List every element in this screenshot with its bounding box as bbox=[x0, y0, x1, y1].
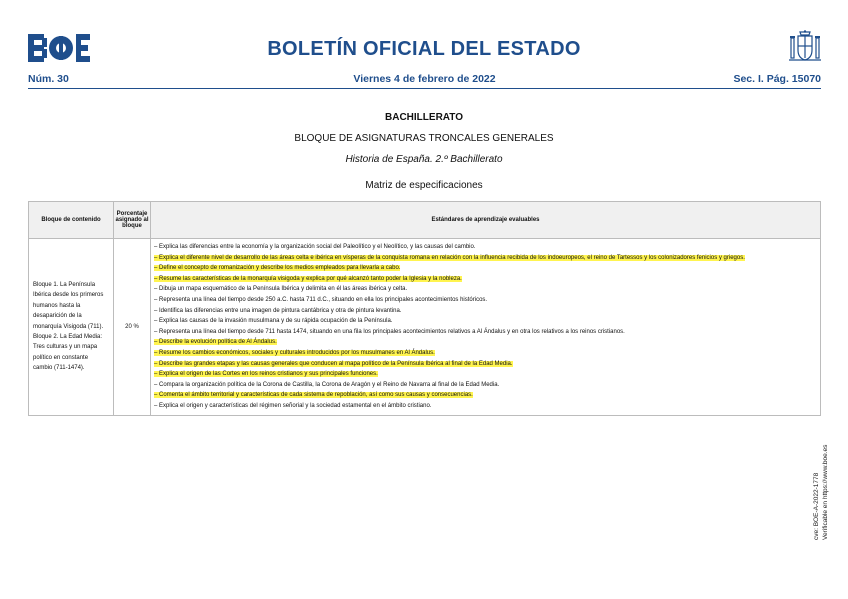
standard-item bbox=[154, 337, 817, 348]
standard-item bbox=[154, 242, 817, 253]
section-page: Sec. I. Pág. 15070 bbox=[733, 73, 821, 85]
coat-of-arms-icon bbox=[787, 30, 823, 66]
standard-text: – Define el concepto de romanización y describe los medios empleados para llevarla a cabo. bbox=[154, 265, 401, 272]
standard-item bbox=[154, 316, 817, 327]
cve-code: cve: BOE-A-2022-1778 bbox=[813, 472, 820, 540]
standard-text: – Resume los cambios económicos, sociales y culturales introducidos por los musulmanes en Al Ándalus. bbox=[154, 349, 435, 356]
standard-item bbox=[154, 284, 817, 295]
table-row bbox=[29, 239, 821, 416]
standard-item bbox=[154, 263, 817, 274]
page-title: BOLETÍN OFICIAL DEL ESTADO bbox=[267, 38, 581, 60]
standard-item bbox=[154, 327, 817, 338]
standard-text: – Dibuja un mapa esquemático de la Península Ibérica y delimita en él las áreas ibérica y celta. bbox=[154, 286, 408, 293]
issue-date: Viernes 4 de febrero de 2022 bbox=[353, 73, 496, 85]
standard-text: – Describe la evolución política de Al Ándalus. bbox=[154, 339, 277, 346]
standard-item bbox=[154, 390, 817, 401]
specifications-table bbox=[28, 201, 821, 416]
standard-text: – Representa una línea del tiempo desde 711 hasta 1474, situando en una fila los principales acontecimientos relativos a Al Ándalus y en otra los relativos a los reinos cristianos. bbox=[154, 328, 625, 335]
standard-item bbox=[154, 253, 817, 264]
standard-text: – Explica el origen y características del régimen señorial y la sociedad estamental en el ámbito cristiano. bbox=[154, 402, 432, 409]
issue-number: Núm. 30 bbox=[28, 73, 69, 85]
standard-item bbox=[154, 306, 817, 317]
standard-item bbox=[154, 380, 817, 391]
standard-item bbox=[154, 348, 817, 359]
standard-item bbox=[154, 274, 817, 285]
header-meta-row bbox=[28, 73, 821, 87]
header-percentage: Porcentaje asignado al bloque bbox=[114, 202, 151, 239]
standard-text: – Resume las características de la monarquía visigoda y explica por qué alcanzó tanto poder la Iglesia y la nobleza. bbox=[154, 275, 462, 282]
standard-item bbox=[154, 359, 817, 370]
standard-text: – Explica las diferencias entre la economía y la organización social del Paleolítico y el Neolítico, y las causas del cambio. bbox=[154, 244, 476, 250]
standard-text: – Describe las grandes etapas y las causas generales que conducen al mapa político de la Península Ibérica al final de la Edad Media. bbox=[154, 360, 513, 367]
percentage-cell: 20 % bbox=[114, 239, 151, 416]
header-block-content: Bloque de contenido bbox=[29, 202, 114, 239]
standards-cell bbox=[151, 239, 821, 416]
standard-text: – Representa una línea del tiempo desde 250 a.C. hasta 711 d.C., situando en ella los principales acontecimientos históricos. bbox=[154, 296, 488, 303]
standard-text: – Explica las causas de la invasión musulmana y de su rápida ocupación de la Península. bbox=[154, 318, 393, 325]
standard-item bbox=[154, 369, 817, 380]
subject-heading: Historia de España. 2.º Bachillerato bbox=[345, 154, 503, 165]
verification-sidebar bbox=[812, 430, 836, 540]
standard-text: – Comenta el ámbito territorial y características de cada sistema de repoblación, así como sus causas y consecuencias. bbox=[154, 392, 473, 399]
standard-item bbox=[154, 295, 817, 306]
verify-link[interactable]: Verificable en https://www.boe.es bbox=[822, 444, 829, 540]
standard-text: – Explica el diferente nivel de desarrollo de las áreas celta e ibérica en vísperas de la conquista romana en relación con la influencia recibida de los indoeuropeos, el reino de Tartessos y los colonizadores fenicios y griegos. bbox=[154, 254, 745, 261]
table-header-row bbox=[29, 202, 821, 239]
level-heading: BACHILLERATO bbox=[385, 112, 463, 123]
block-heading: BLOQUE DE ASIGNATURAS TRONCALES GENERALES bbox=[294, 133, 554, 144]
matrix-title: Matriz de especificaciones bbox=[365, 180, 483, 191]
standard-text: – Compara la organización política de la Corona de Castilla, la Corona de Aragón y el Reino de Navarra al final de la Edad Media. bbox=[154, 381, 500, 388]
block-content-cell bbox=[29, 239, 114, 416]
header-standards: Estándares de aprendizaje evaluables bbox=[151, 202, 821, 239]
block-content-text: Bloque 1. La Península Ibérica desde los primeros humanos hasta la desaparición de la monarquía Visigoda (711). Bloque 2. La Edad Media: Tres culturas y un mapa político en constante cambio (711-1474). bbox=[33, 281, 104, 372]
standard-item bbox=[154, 401, 817, 412]
standard-text: – Explica el origen de las Cortes en los reinos cristianos y sus principales funciones. bbox=[154, 371, 378, 378]
standards-list bbox=[154, 242, 817, 412]
standard-text: – Identifica las diferencias entre una imagen de pintura cantábrica y otra de pintura levantina. bbox=[154, 307, 402, 314]
header-divider bbox=[28, 88, 821, 89]
